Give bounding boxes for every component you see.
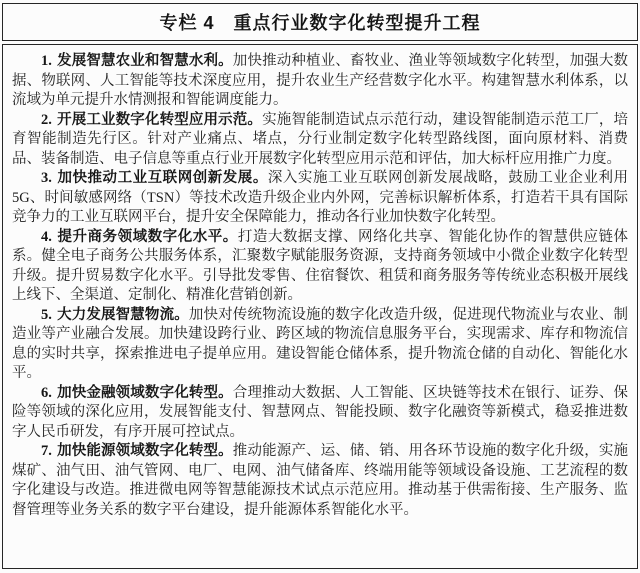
paragraph-body: 深入实施工业互联网创新发展战略，鼓励工业企业利用5G、时间敏感网络（TSN）等技术改造升级企业内外网，完善标识解析体系，打造若干具有国际竞争力的工业互联网平台，提升安全保障能力，推动各行业加快数字化转型。 [12,170,629,225]
paragraph-number: 4. [41,228,52,245]
paragraph [12,442,628,520]
paragraph-lead: 大力发展智慧物流。 [56,306,189,323]
paragraph [12,384,628,443]
paragraph [12,306,628,384]
content-box [2,44,638,569]
paragraph-lead: 加快推动工业互联网创新发展。 [56,170,268,186]
paragraph-lead: 发展智慧农业和智慧水利。 [56,53,233,69]
paragraph-number: 6. [41,384,52,401]
paragraph-number: 2. [41,111,52,128]
paragraph-number: 3. [41,170,52,186]
paragraph-body: 加快推动种植业、畜牧业、渔业等领域数字化转型，加强大数据、物联网、人工智能等技术深度应用，提升农业生产经营数字化水平。构建智慧水利体系，以流域为单元提升水情测报和智能调度能力。 [12,53,629,108]
paragraph-body: 加快对传统物流设施的数字化改造升级，促进现代物流业与农业、制造业等产业融合发展。加快建设跨行业、跨区域的物流信息服务平台，实现需求、库存和物流信息的实时共享，探索推进电子提单应用。建设智能仓储体系，提升物流仓储的自动化、智能化水平。 [12,306,629,381]
paragraph-body: 打造大数据支撑、网络化共享、智能化协作的智慧供应链体系。健全电子商务公共服务体系，汇聚数字赋能服务资源，支持商务领域中小微企业数字化转型升级。提升贸易数字化水平。引导批发零售、住宿餐饮、租赁和商务服务等传统业态积极开展线上线下、全渠道、定制化、精准化营销创新。 [12,228,629,303]
paragraph [12,111,628,170]
paragraph-number: 7. [41,443,52,459]
title-box [2,3,638,41]
paragraph-lead: 开展工业数字化转型应用示范。 [56,111,263,128]
paragraph-lead: 加快能源领域数字化转型。 [56,443,233,459]
paragraph-body: 推动能源产、运、储、销、用各环节设施的数字化升级，实施煤矿、油气田、油气管网、电厂、电网、油气储备库、终端用能等领域设备设施、工艺流程的数字化建设与改造。推进微电网等智慧能源技术试点示范应用。推动基于供需衔接、生产服务、监督管理等业务关系的数字平台建设，提升能源体系智能化水平。 [12,443,629,518]
paragraph-number: 1. [41,53,52,69]
paragraph-lead: 提升商务领域数字化水平。 [56,228,238,245]
paragraph-number: 5. [41,306,52,323]
paragraph [12,52,628,111]
paragraph-lead: 加快金融领域数字化转型。 [56,384,233,401]
paragraph-body: 实施智能制造试点示范行动，建设智能制造示范工厂，培育智能制造先行区。针对产业痛点、堵点，分行业制定数字化转型路线图，面向原材料、消费品、装备制造、电子信息等重点行业开展数字化转型应用示范和评估，加大标杆应用推广力度。 [12,111,628,167]
paragraph [12,169,628,228]
paragraph [12,228,628,306]
column-title: 专栏 4 重点行业数字化转型提升工程 [159,13,481,33]
paragraph-body: 合理推动大数据、人工智能、区块链等技术在银行、证券、保险等领域的深化应用，发展智能支付、智慧网点、智能投顾、数字化融资等新模式，稳妥推进数字人民币研发，有序开展可控试点。 [12,384,629,440]
